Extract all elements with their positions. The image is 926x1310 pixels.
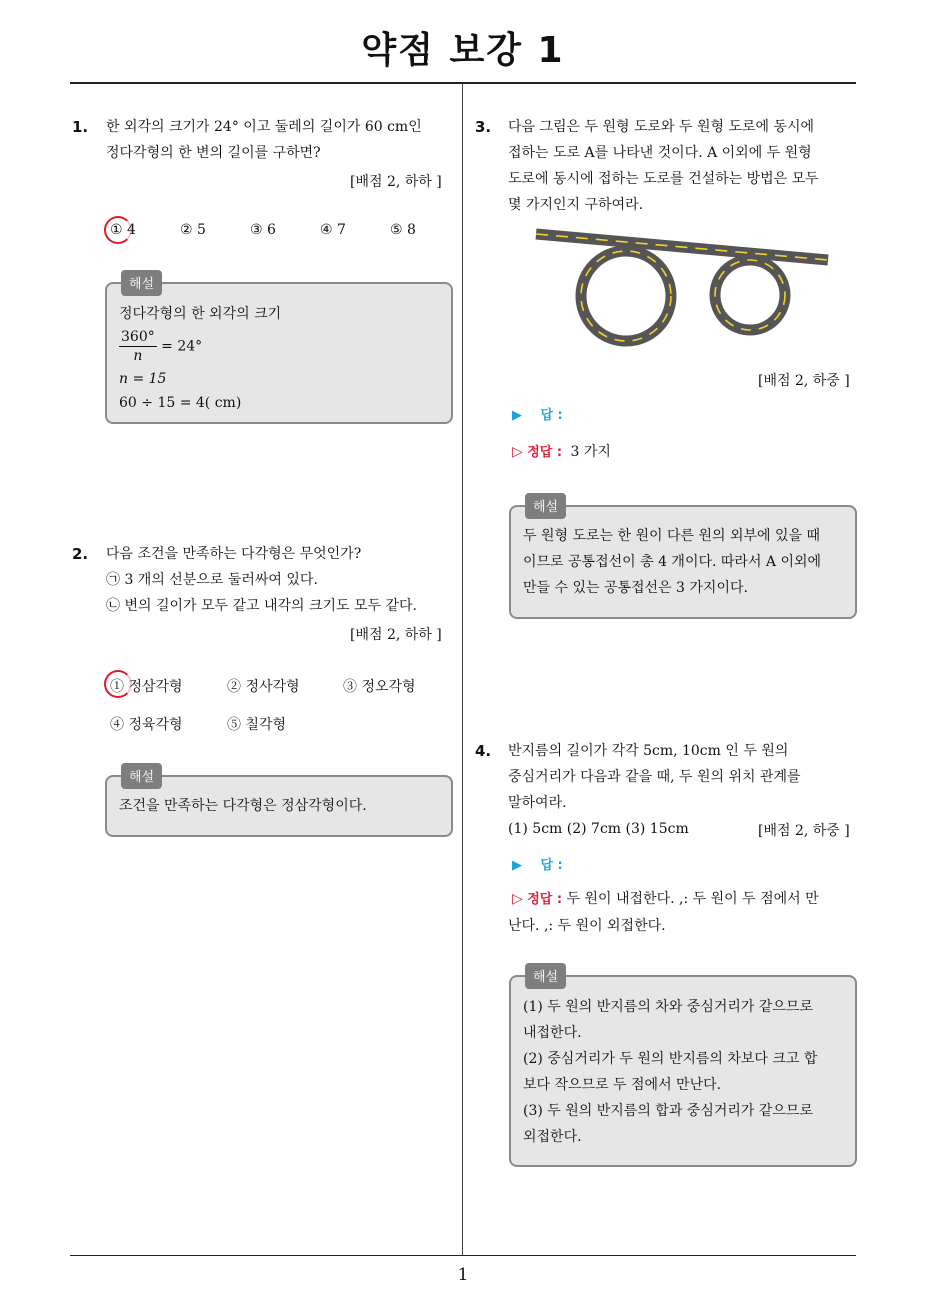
condition-2: ㉡ 변의 길이가 모두 같고 내각의 크기도 모두 같다. xyxy=(106,598,418,614)
choice-1[interactable]: ① 4 xyxy=(110,222,136,238)
question-line: 중심거리가 다음과 같을 때, 두 원의 위치 관계를 xyxy=(508,769,801,785)
solution-tag: 해설 xyxy=(121,763,162,789)
question-line: 반지름의 길이가 각각 5cm, 10cm 인 두 원의 xyxy=(508,743,789,759)
correct-answer-row xyxy=(512,441,611,461)
solution-line: 두 원형 도로는 한 원이 다른 원의 외부에 있을 때 xyxy=(523,528,821,544)
answer-arrow-icon: ▶ xyxy=(512,408,522,423)
question-line: 한 외각의 크기가 24° 이고 둘레의 길이가 60 cm인 xyxy=(106,119,422,135)
choice-4[interactable]: ④ 7 xyxy=(320,222,346,238)
solution-line: 내접한다. xyxy=(523,1025,582,1041)
question-line: 도로에 동시에 접하는 도로를 건설하는 방법은 모두 xyxy=(508,171,819,187)
bottom-rule xyxy=(70,1255,856,1256)
solution-line: 정다각형의 한 외각의 크기 xyxy=(119,306,282,322)
choice-5[interactable]: ⑤ 칠각형 xyxy=(227,717,287,733)
correct-value: 두 원이 내접한다. ,: 두 원이 두 점에서 만 xyxy=(566,891,819,907)
solution-formula xyxy=(119,328,441,365)
score-meta: [배점 2, 하하 ] xyxy=(350,627,442,643)
solution-body xyxy=(119,302,441,415)
page-title: 약점 보강 1 xyxy=(361,30,565,71)
correct-arrow-icon: ▷ xyxy=(512,891,523,907)
choice-4[interactable]: ④ 정육각형 xyxy=(110,717,183,733)
solution-body xyxy=(523,994,845,1150)
correct-value: 3 가지 xyxy=(570,444,611,460)
score-meta: [배점 2, 하중 ] xyxy=(758,373,850,389)
solution-box xyxy=(509,970,857,1167)
choice-3[interactable]: ③ 정오각형 xyxy=(343,679,416,695)
score-meta: [배점 2, 하중 ] xyxy=(758,823,850,839)
solution-tag: 해설 xyxy=(121,270,162,296)
question-line: 정다각형의 한 변의 길이를 구하면? xyxy=(106,145,321,161)
choice-5[interactable]: ⑤ 8 xyxy=(390,222,416,238)
solution-line: 60 ÷ 15 = 4( cm) xyxy=(119,395,242,411)
question-number: 1. xyxy=(72,118,89,136)
question-line: 접하는 도로 A를 나타낸 것이다. A 이외에 두 원형 xyxy=(508,145,812,161)
correct-value-continued: 난다. ,: 두 원이 외접한다. xyxy=(508,918,666,934)
solution-line: 만들 수 있는 공통접선은 3 가지이다. xyxy=(523,580,748,596)
correct-label: 정답 : xyxy=(527,892,563,907)
large-circular-road xyxy=(581,251,671,341)
answer-label: 답 : xyxy=(540,408,563,423)
answer-row xyxy=(512,854,563,873)
fraction xyxy=(119,328,157,365)
solution-body xyxy=(119,793,441,819)
question-line: 다음 그림은 두 원형 도로와 두 원형 도로에 동시에 xyxy=(508,119,815,135)
question-text xyxy=(508,114,858,218)
page-number: 1 xyxy=(457,1265,469,1285)
correct-answer-line xyxy=(512,886,862,913)
solution-tag: 해설 xyxy=(525,963,566,989)
condition-1: ㉠ 3 개의 선분으로 둘러싸여 있다. xyxy=(106,572,318,588)
question-number: 3. xyxy=(475,118,492,136)
top-rule xyxy=(70,82,856,84)
solution-body xyxy=(523,523,845,601)
solution-box xyxy=(105,770,453,837)
answer-arrow-icon: ▶ xyxy=(512,858,522,873)
solution-tag: 해설 xyxy=(525,493,566,519)
fraction-numerator: 360° xyxy=(121,329,155,345)
question-text xyxy=(106,541,456,619)
correct-answer-row xyxy=(508,886,862,939)
fraction-denominator: n xyxy=(133,348,143,364)
solution-box xyxy=(509,500,857,619)
choice-2[interactable]: ② 정사각형 xyxy=(227,679,300,695)
road-figure xyxy=(530,224,835,349)
solution-box xyxy=(105,277,453,424)
column-divider xyxy=(462,84,463,1256)
solution-line: 보다 작으므로 두 점에서 만난다. xyxy=(523,1077,722,1093)
choice-2[interactable]: ② 5 xyxy=(180,222,206,238)
correct-label: 정답 : xyxy=(527,445,563,460)
choice-3[interactable]: ③ 6 xyxy=(250,222,276,238)
solution-line: 조건을 만족하는 다각형은 정삼각형이다. xyxy=(119,798,367,814)
question-line: (1) 5cm (2) 7cm (3) 15cm xyxy=(508,821,689,837)
question-line: 말하여라. xyxy=(508,795,567,811)
choice-1[interactable]: ① 정삼각형 xyxy=(110,679,183,695)
correct-arrow-icon: ▷ xyxy=(512,444,523,460)
solution-line: 외접한다. xyxy=(523,1129,582,1145)
solution-line: (2) 중심거리가 두 원의 반지름의 차보다 크고 합 xyxy=(523,1051,818,1067)
answer-row xyxy=(512,404,563,423)
fraction-rest: = 24° xyxy=(156,338,203,355)
question-text xyxy=(106,114,451,166)
question-line: 몇 가지인지 구하여라. xyxy=(508,197,644,213)
solution-line: (1) 두 원의 반지름의 차와 중심거리가 같으므로 xyxy=(523,999,813,1015)
question-number: 2. xyxy=(72,545,89,563)
score-meta: [배점 2, 하하 ] xyxy=(350,174,442,190)
solution-line: (3) 두 원의 반지름의 합과 중심거리가 같으므로 xyxy=(523,1103,813,1119)
solution-line: 이므로 공통접선이 총 4 개이다. 따라서 A 이외에 xyxy=(523,554,822,570)
solution-line: n = 15 xyxy=(119,371,167,387)
question-number: 4. xyxy=(475,742,492,760)
question-line: 다음 조건을 만족하는 다각형은 무엇인가? xyxy=(106,546,362,562)
tangent-road-lane xyxy=(536,234,828,260)
answer-label: 답 : xyxy=(540,858,563,873)
